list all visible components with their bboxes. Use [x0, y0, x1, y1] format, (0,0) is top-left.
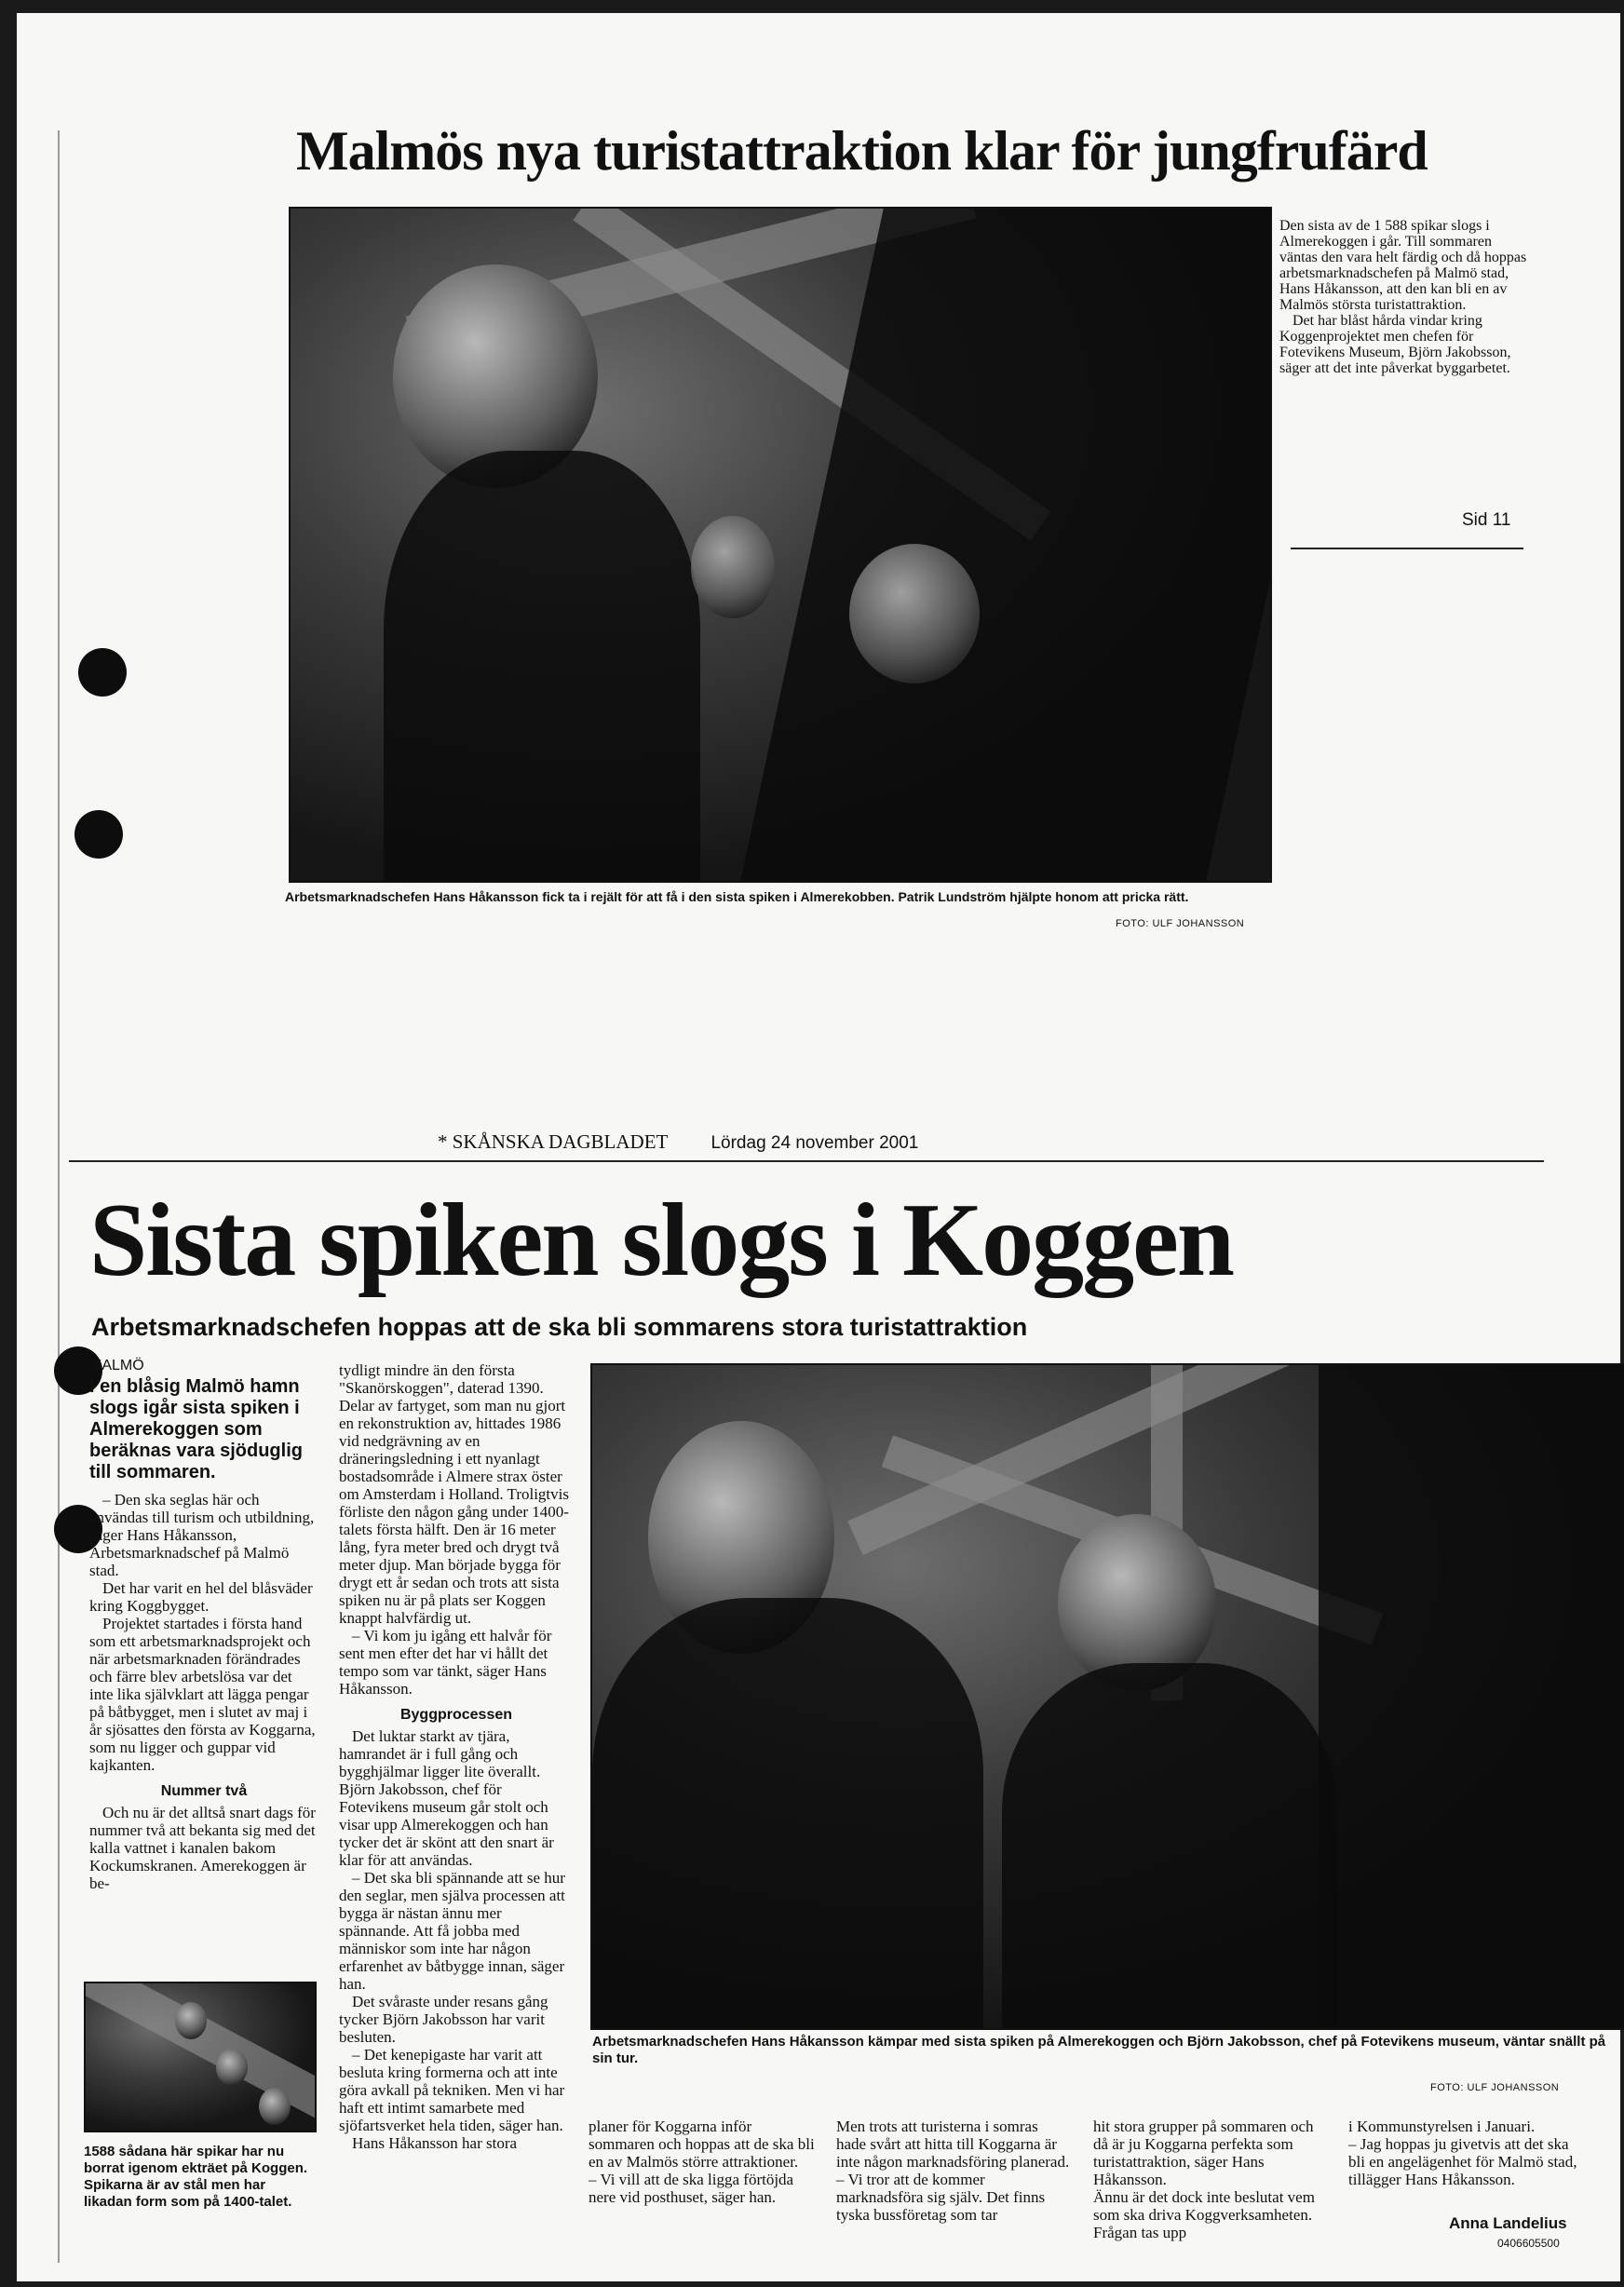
- main-photo-credit: FOTO: ULF JOHANSSON: [1430, 2082, 1560, 2093]
- page-edge-line: [58, 130, 60, 2263]
- column-5: hit stora grupper på sommaren och då är ju Koggarna perfekta som turistattraktion, säger Hans Håkansson. Ännu är det dock inte beslutat vem som ska driva Koggverksamheten. Frågan tas upp: [1093, 2118, 1315, 2241]
- punch-hole: [74, 810, 123, 859]
- column-2: [339, 1361, 574, 2152]
- dateline: MALMÖ: [89, 1358, 144, 1374]
- issue-date: Lördag 24 november 2001: [710, 1133, 919, 1153]
- top-photo: [289, 207, 1272, 883]
- top-photo-credit: FOTO: ULF JOHANSSON: [1116, 918, 1245, 929]
- body-paragraph: Och nu är det alltså snart dags för nummer två att bekanta sig med det kalla vattnet i kanalen bakom Kockumskranen. Amerekoggen är be-: [89, 1804, 316, 1892]
- nail-photo-caption: 1588 sådana här spikar har nu borrat igenom ekträet på Koggen. Spikarna är av stål men har likadan form som på 1400-talet.: [84, 2144, 308, 2210]
- body-paragraph: Projektet startades i första hand som ett arbetsmarknadsprojekt och när arbetsmarknaden förändrades och färre blev arbetslösa var det inte lika självklart att lägga pengar på båtbygget, men i slutet av maj i år sjösattes den första av Koggarna, som nu ligger och guppar vid kajkanten.: [89, 1615, 316, 1774]
- subhead-nummer-tva: Nummer två: [160, 1783, 248, 1799]
- column-1-body: [89, 1491, 318, 1774]
- column-1b-body: [89, 1804, 318, 1892]
- body-paragraph: – Det kenepigaste har varit att besluta kring formerna och att inte göra avkall på tekniken. Men vi har haft ett intimt samarbete med sjöfartsverket hela tiden, säger han.: [339, 2046, 565, 2134]
- column-1: [89, 1358, 318, 1892]
- nail-photo: [84, 1982, 317, 2132]
- punch-hole: [78, 648, 127, 697]
- column-6: i Kommunstyrelsen i Januari. – Jag hoppas ju givetvis att det ska bli en angelägenhet för Malmö stad, tillägger Hans Håkansson.: [1348, 2118, 1577, 2188]
- masthead: [438, 1130, 918, 1154]
- main-photo: [590, 1363, 1624, 2030]
- page-reference: Sid 11: [1462, 510, 1511, 530]
- column-2b-body: [339, 1727, 574, 2152]
- column-4: Men trots att turisterna i somras hade svårt att hitta till Koggarna är inte någon marknadsföring planerad. – Vi tror att de kommer marknadsföra sig själv. Det finns tyska bussföretag som tar: [836, 2118, 1070, 2224]
- body-paragraph: Hans Håkansson har stora: [352, 2134, 518, 2152]
- main-headline: Sista spiken slogs i Koggen: [89, 1183, 1234, 1298]
- main-photo-caption: Arbetsmarknadschefen Hans Håkansson kämpar med sista spiken på Almerekoggen och Björn Jakobsson, chef på Fotevikens museum, väntar snällt på sin tur.: [592, 2034, 1606, 2066]
- top-teaser: [1279, 218, 1529, 376]
- top-photo-caption: Arbetsmarknadschefen Hans Håkansson fick ta i rejält för att få i den sista spiken i Almerekobben. Patrik Lundström hjälpte honom att pricka rätt.: [285, 889, 1189, 904]
- column-3: planer för Koggarna inför sommaren och hoppas att de ska bli en av Malmös större attraktioner. – Vi vill att de ska ligga förtöjda nere vid posthuset, säger han.: [589, 2118, 815, 2206]
- body-paragraph: Det svåraste under resans gång tycker Björn Jakobsson har varit besluten.: [339, 1993, 548, 2046]
- body-paragraph: – Vi kom ju igång ett halvår för sent men efter det har vi hållt det tempo som var tänkt, säger Hans Håkansson.: [339, 1627, 552, 1698]
- author-phone: 0406605500: [1497, 2237, 1560, 2250]
- body-paragraph: – Det ska bli spännande att se hur den seglar, men själva processen att bygga är nästan ännu mer spännande. Att få jobba med människor som inte har någon erfarenhet av båtbygge innan, säger han.: [339, 1869, 565, 1993]
- teaser-paragraph: Den sista av de 1 588 spikar slogs i Almerekoggen i går. Till sommaren väntas den vara helt färdig och då hoppas arbetsmarknadschefen på Malmö stad, Hans Håkansson, att den kan bli en av Malmös största turistattraktion.: [1279, 218, 1527, 313]
- teaser-rule: [1291, 548, 1523, 549]
- author-byline: Anna Landelius: [1449, 2214, 1567, 2232]
- body-paragraph: tydligt mindre än den första "Skanörskoggen", daterad 1390. Delar av fartyget, som man nu gjort en rekonstruktion av, hittades 1986 vid nedgrävning av en dräneringsledning i ett nyanlagt bostadsområde i Almere strax öster om Amsterdam i Holland. Troligtvis förliste den någon gång under 1400-talets första hälft. Den är 16 meter lång, fyra meter bred och drygt två meter djup. Man började bygga för drygt ett år sedan och trots att sista spiken nu är på plats ser Koggen knappt halvfärdig ut.: [339, 1361, 569, 1627]
- top-headline: Malmös nya turistattraktion klar för jungfrufärd: [296, 120, 1428, 182]
- body-paragraph: – Den ska seglas här och användas till turism och utbildning, säger Hans Håkansson, Arbetsmarknadschef på Malmö stad.: [89, 1491, 315, 1579]
- paper-name: * SKÅNSKA DAGBLADET: [438, 1130, 668, 1153]
- teaser-paragraph: Det har blåst hårda vindar kring Koggenprojektet men chefen för Fotevikens Museum, Björn Jakobsson, säger att det inte påverkat byggarbetet.: [1279, 313, 1511, 376]
- subhead-byggprocessen: Byggprocessen: [399, 1707, 513, 1723]
- body-paragraph: Det luktar starkt av tjära, hamrandet är i full gång och bygghjälmar ligger lite överallt. Björn Jakobsson, chef för Fotevikens museum går stolt och visar upp Almerekoggen och han tycker det är skönt att den snart är klar för att användas.: [339, 1727, 554, 1869]
- body-paragraph: Det har varit en hel del blåsväder kring Koggbygget.: [89, 1579, 313, 1615]
- main-subheadline: Arbetsmarknadschefen hoppas att de ska bli sommarens stora turistattraktion: [91, 1313, 1028, 1341]
- column-2-body: [339, 1361, 574, 1698]
- lead-paragraph: I en blåsig Malmö hamn slogs igår sista spiken i Almerekoggen som beräknas vara sjöduglig till sommaren.: [89, 1376, 303, 1482]
- masthead-rule: [69, 1160, 1544, 1162]
